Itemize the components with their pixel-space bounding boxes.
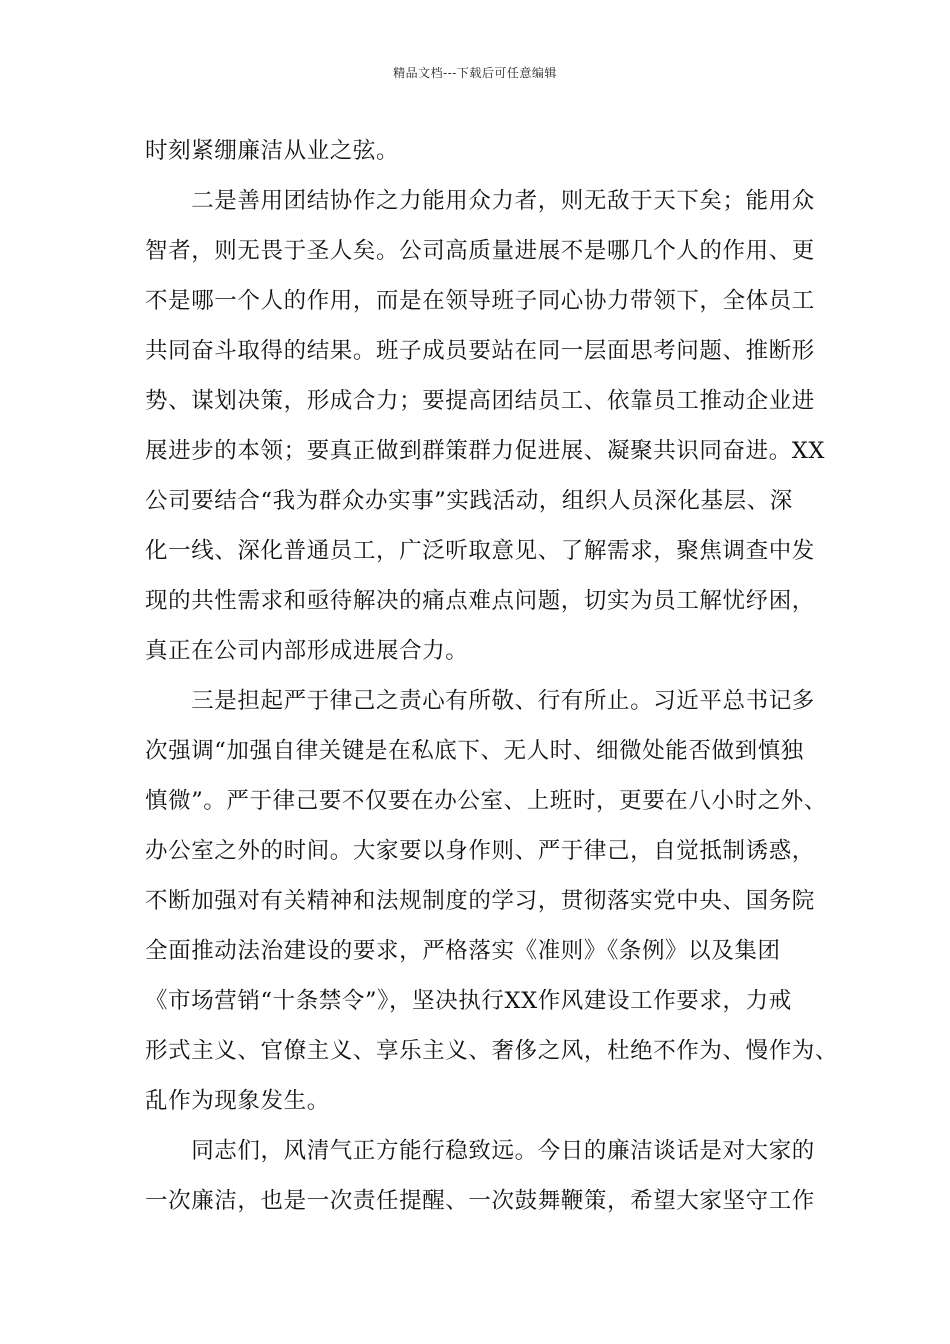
text-line: 乱作为现象发生。 <box>145 1088 330 1114</box>
text-line: 化一线、深化普通员工，广泛听取意见、了解需求，聚焦调查中发 <box>145 538 815 564</box>
text-line: 不断加强对有关精神和法规制度的学习，贯彻落实党中央、国务院 <box>145 888 815 914</box>
text-line: 《市场营销“十条禁令”》，坚决执行XX作风建设工作要求，力戒 <box>145 988 792 1014</box>
text-line: 现的共性需求和亟待解决的痛点难点问题，切实为员工解忧纾困， <box>145 588 815 614</box>
page-header: 精品文档---下载后可任意编辑 <box>393 66 557 80</box>
text-line: 慎微”。严于律己要不仅要在办公室、上班时，更要在八小时之外、 <box>145 788 828 814</box>
text-line: 同志们，风清气正方能行稳致远。今日的廉洁谈话是对大家的 <box>145 1138 815 1164</box>
text-line: 公司要结合“我为群众办实事”实践活动，组织人员深化基层、深 <box>145 488 793 514</box>
text-line: 全面推动法治建设的要求，严格落实《准则》《条例》以及集团 <box>145 938 781 964</box>
text-line: 三是担起严于律己之责心有所敬、行有所止。习近平总书记多 <box>145 688 815 714</box>
text-line: 形式主义、官僚主义、享乐主义、奢侈之风，杜绝不作为、慢作为、 <box>145 1038 839 1064</box>
text-line: 真正在公司内部形成进展合力。 <box>145 638 469 664</box>
text-line: 二是善用团结协作之力能用众力者，则无敌于天下矣；能用众 <box>145 188 815 214</box>
text-line: 一次廉洁，也是一次责任提醒、一次鼓舞鞭策，希望大家坚守工作 <box>145 1188 815 1214</box>
text-line: 办公室之外的时间。大家要以身作则、严于律己，自觉抵制诱惑， <box>145 838 815 864</box>
text-line: 不是哪一个人的作用，而是在领导班子同心协力带领下，全体员工 <box>145 288 815 314</box>
text-line: 次强调“加强自律关键是在私底下、无人时、细微处能否做到慎独 <box>145 738 804 764</box>
text-line: 共同奋斗取得的结果。班子成员要站在同一层面思考问题、推断形 <box>145 338 815 364</box>
text-line: 智者，则无畏于圣人矣。公司高质量进展不是哪几个人的作用、更 <box>145 238 815 264</box>
text-line: 势、谋划决策，形成合力；要提高团结员工、依靠员工推动企业进 <box>145 388 815 414</box>
text-line: 时刻紧绷廉洁从业之弦。 <box>145 138 400 164</box>
text-line: 展进步的本领；要真正做到群策群力促进展、凝聚共识同奋进。XX <box>145 438 826 464</box>
